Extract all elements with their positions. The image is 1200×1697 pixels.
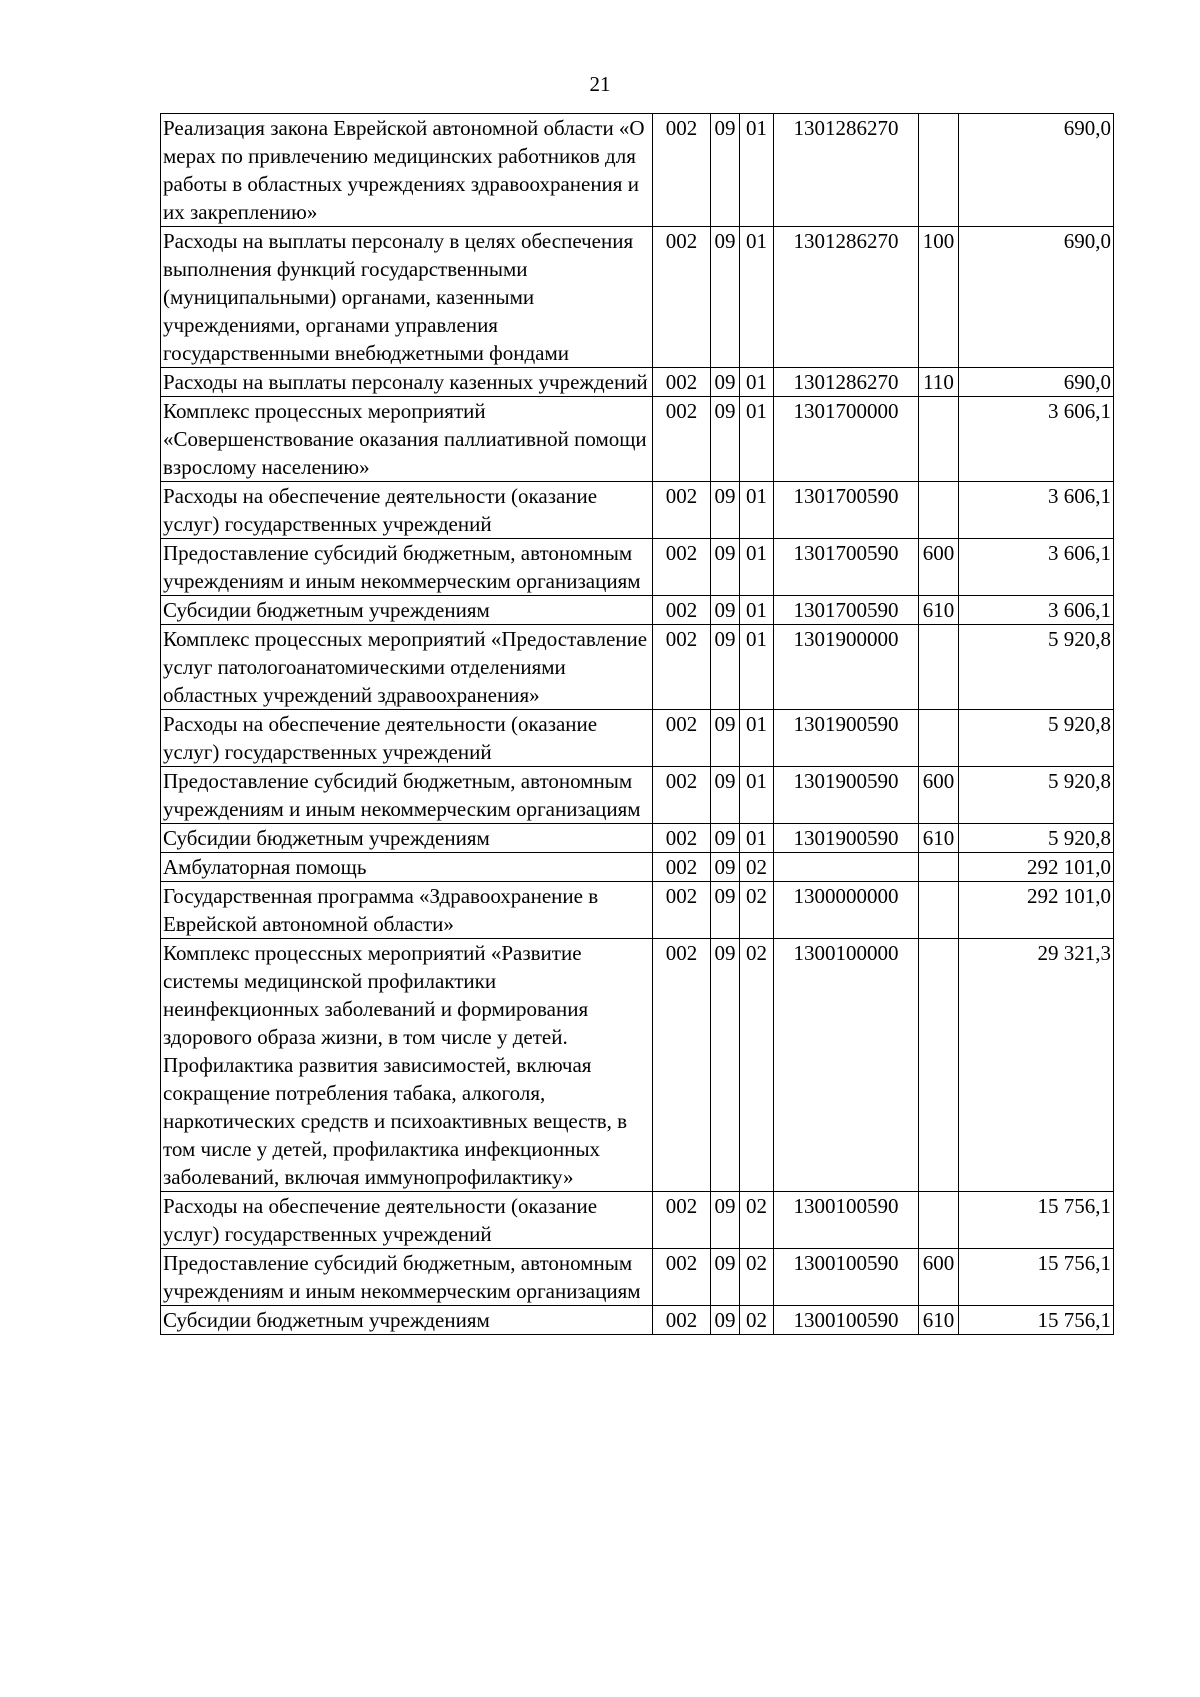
amount-cell: 690,0 — [959, 227, 1114, 368]
row-name-cell: Предоставление субсидий бюджетным, автономным учреждениям и иным некоммерческим организациям — [161, 539, 653, 596]
expense-type-cell — [919, 710, 959, 767]
table-row — [161, 939, 1114, 1192]
section-code-cell: 09 — [711, 882, 740, 939]
target-article-cell: 1300100590 — [774, 1249, 919, 1306]
expense-type-cell: 110 — [919, 368, 959, 397]
section-code-cell: 09 — [711, 767, 740, 824]
expense-type-cell: 610 — [919, 1306, 959, 1335]
subsection-code-cell: 02 — [740, 882, 774, 939]
amount-cell: 5 920,8 — [959, 767, 1114, 824]
ministry-code-cell: 002 — [653, 368, 711, 397]
amount-cell: 5 920,8 — [959, 625, 1114, 710]
row-name-cell: Субсидии бюджетным учреждениям — [161, 1306, 653, 1335]
target-article-cell: 1301700590 — [774, 596, 919, 625]
target-article-cell: 1300100590 — [774, 1192, 919, 1249]
budget-table — [160, 113, 1114, 1335]
subsection-code-cell: 01 — [740, 625, 774, 710]
expense-type-cell — [919, 482, 959, 539]
amount-cell: 29 321,3 — [959, 939, 1114, 1192]
row-name-cell: Расходы на выплаты персоналу казенных учреждений — [161, 368, 653, 397]
table-row — [161, 853, 1114, 882]
ministry-code-cell: 002 — [653, 625, 711, 710]
amount-cell: 5 920,8 — [959, 824, 1114, 853]
row-name-cell: Комплекс процессных мероприятий «Совершенствование оказания паллиативной помощи взрослому населению» — [161, 397, 653, 482]
subsection-code-cell: 02 — [740, 853, 774, 882]
subsection-code-cell: 01 — [740, 482, 774, 539]
table-row — [161, 539, 1114, 596]
table-row — [161, 114, 1114, 227]
amount-cell: 3 606,1 — [959, 397, 1114, 482]
subsection-code-cell: 01 — [740, 114, 774, 227]
table-row — [161, 882, 1114, 939]
target-article-cell: 1301700590 — [774, 539, 919, 596]
subsection-code-cell: 01 — [740, 710, 774, 767]
expense-type-cell — [919, 397, 959, 482]
expense-type-cell: 610 — [919, 596, 959, 625]
amount-cell: 15 756,1 — [959, 1306, 1114, 1335]
target-article-cell: 1301286270 — [774, 368, 919, 397]
subsection-code-cell: 01 — [740, 767, 774, 824]
target-article-cell: 1300100590 — [774, 1306, 919, 1335]
amount-cell: 3 606,1 — [959, 596, 1114, 625]
ministry-code-cell: 002 — [653, 824, 711, 853]
expense-type-cell: 600 — [919, 539, 959, 596]
target-article-cell: 1300000000 — [774, 882, 919, 939]
expense-type-cell — [919, 114, 959, 227]
subsection-code-cell: 01 — [740, 227, 774, 368]
table-row — [161, 625, 1114, 710]
ministry-code-cell: 002 — [653, 482, 711, 539]
section-code-cell: 09 — [711, 368, 740, 397]
table-row — [161, 1306, 1114, 1335]
section-code-cell: 09 — [711, 482, 740, 539]
ministry-code-cell: 002 — [653, 1306, 711, 1335]
row-name-cell: Предоставление субсидий бюджетным, автономным учреждениям и иным некоммерческим организациям — [161, 767, 653, 824]
row-name-cell: Расходы на обеспечение деятельности (оказание услуг) государственных учреждений — [161, 710, 653, 767]
row-name-cell: Предоставление субсидий бюджетным, автономным учреждениям и иным некоммерческим организациям — [161, 1249, 653, 1306]
table-row — [161, 767, 1114, 824]
target-article-cell: 1301286270 — [774, 114, 919, 227]
ministry-code-cell: 002 — [653, 397, 711, 482]
ministry-code-cell: 002 — [653, 882, 711, 939]
section-code-cell: 09 — [711, 114, 740, 227]
section-code-cell: 09 — [711, 939, 740, 1192]
row-name-cell: Государственная программа «Здравоохранение в Еврейской автономной области» — [161, 882, 653, 939]
subsection-code-cell: 01 — [740, 596, 774, 625]
subsection-code-cell: 01 — [740, 368, 774, 397]
subsection-code-cell: 01 — [740, 824, 774, 853]
row-name-cell: Комплекс процессных мероприятий «Развитие системы медицинской профилактики неинфекционных заболеваний и формирования здорового образа жизни, в том числе у детей. Профилактика развития зависимостей, включая сокращение потребления табака, алкоголя, наркотических средств и психоактивных веществ, в том числе у детей, профилактика инфекционных заболеваний, включая иммунопрофилактику» — [161, 939, 653, 1192]
ministry-code-cell: 002 — [653, 710, 711, 767]
amount-cell: 690,0 — [959, 368, 1114, 397]
table-row — [161, 397, 1114, 482]
row-name-cell: Субсидии бюджетным учреждениям — [161, 596, 653, 625]
amount-cell: 3 606,1 — [959, 482, 1114, 539]
ministry-code-cell: 002 — [653, 539, 711, 596]
target-article-cell: 1301900590 — [774, 710, 919, 767]
subsection-code-cell: 01 — [740, 397, 774, 482]
table-row — [161, 227, 1114, 368]
table-body — [161, 114, 1114, 1335]
row-name-cell: Расходы на обеспечение деятельности (оказание услуг) государственных учреждений — [161, 1192, 653, 1249]
amount-cell: 5 920,8 — [959, 710, 1114, 767]
subsection-code-cell: 02 — [740, 939, 774, 1192]
row-name-cell: Субсидии бюджетным учреждениям — [161, 824, 653, 853]
table-row — [161, 710, 1114, 767]
expense-type-cell — [919, 1192, 959, 1249]
target-article-cell: 1301900590 — [774, 767, 919, 824]
table-row — [161, 824, 1114, 853]
ministry-code-cell: 002 — [653, 939, 711, 1192]
ministry-code-cell: 002 — [653, 1249, 711, 1306]
expense-type-cell — [919, 939, 959, 1192]
target-article-cell: 1301900000 — [774, 625, 919, 710]
table-row — [161, 596, 1114, 625]
expense-type-cell: 610 — [919, 824, 959, 853]
subsection-code-cell: 02 — [740, 1249, 774, 1306]
section-code-cell: 09 — [711, 625, 740, 710]
section-code-cell: 09 — [711, 710, 740, 767]
expense-type-cell: 600 — [919, 1249, 959, 1306]
section-code-cell: 09 — [711, 397, 740, 482]
target-article-cell: 1301900590 — [774, 824, 919, 853]
row-name-cell: Комплекс процессных мероприятий «Предоставление услуг патологоанатомическими отделениями областных учреждений здравоохранения» — [161, 625, 653, 710]
ministry-code-cell: 002 — [653, 767, 711, 824]
ministry-code-cell: 002 — [653, 1192, 711, 1249]
row-name-cell: Расходы на выплаты персоналу в целях обеспечения выполнения функций государственными (муниципальными) органами, казенными учреждениями, органами управления государственными внебюджетными фондами — [161, 227, 653, 368]
section-code-cell: 09 — [711, 596, 740, 625]
expense-type-cell: 600 — [919, 767, 959, 824]
table-row — [161, 1192, 1114, 1249]
section-code-cell: 09 — [711, 1249, 740, 1306]
subsection-code-cell: 02 — [740, 1192, 774, 1249]
amount-cell: 690,0 — [959, 114, 1114, 227]
subsection-code-cell: 01 — [740, 539, 774, 596]
ministry-code-cell: 002 — [653, 596, 711, 625]
row-name-cell: Амбулаторная помощь — [161, 853, 653, 882]
target-article-cell: 1301286270 — [774, 227, 919, 368]
section-code-cell: 09 — [711, 539, 740, 596]
amount-cell: 292 101,0 — [959, 853, 1114, 882]
section-code-cell: 09 — [711, 1192, 740, 1249]
target-article-cell: 1300100000 — [774, 939, 919, 1192]
ministry-code-cell: 002 — [653, 227, 711, 368]
section-code-cell: 09 — [711, 853, 740, 882]
table-row — [161, 368, 1114, 397]
section-code-cell: 09 — [711, 1306, 740, 1335]
amount-cell: 15 756,1 — [959, 1249, 1114, 1306]
expense-type-cell: 100 — [919, 227, 959, 368]
subsection-code-cell: 02 — [740, 1306, 774, 1335]
amount-cell: 292 101,0 — [959, 882, 1114, 939]
section-code-cell: 09 — [711, 227, 740, 368]
amount-cell: 15 756,1 — [959, 1192, 1114, 1249]
table-row — [161, 1249, 1114, 1306]
ministry-code-cell: 002 — [653, 853, 711, 882]
target-article-cell: 1301700590 — [774, 482, 919, 539]
expense-type-cell — [919, 853, 959, 882]
row-name-cell: Расходы на обеспечение деятельности (оказание услуг) государственных учреждений — [161, 482, 653, 539]
amount-cell: 3 606,1 — [959, 539, 1114, 596]
target-article-cell: 1301700000 — [774, 397, 919, 482]
table-row — [161, 482, 1114, 539]
page-number: 21 — [589, 72, 611, 96]
ministry-code-cell: 002 — [653, 114, 711, 227]
section-code-cell: 09 — [711, 824, 740, 853]
row-name-cell: Реализация закона Еврейской автономной области «О мерах по привлечению медицинских работников для работы в областных учреждениях здравоохранения и их закреплению» — [161, 114, 653, 227]
expense-type-cell — [919, 625, 959, 710]
target-article-cell — [774, 853, 919, 882]
expense-type-cell — [919, 882, 959, 939]
